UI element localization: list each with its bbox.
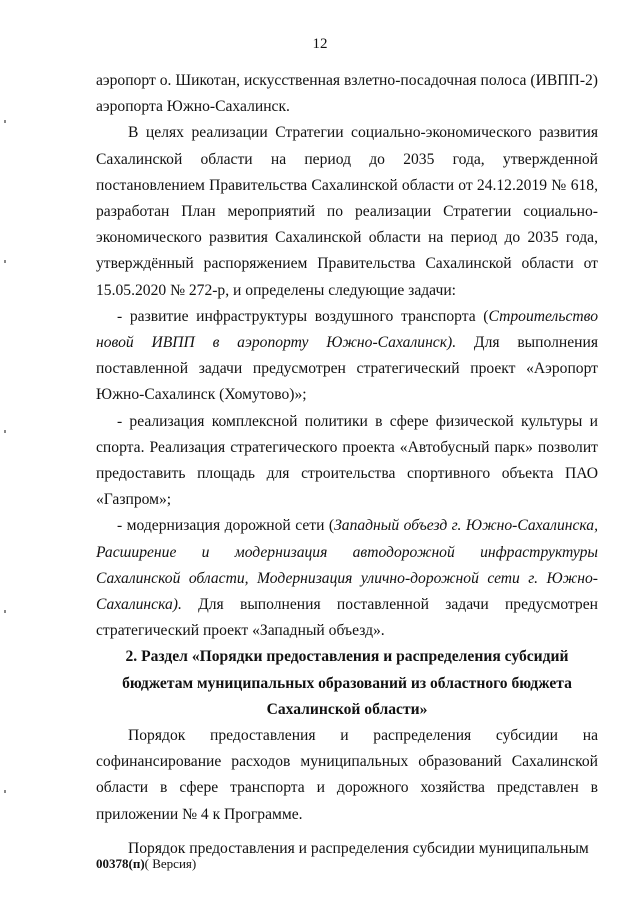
list-item-sports-policy: - реализация комплексной политики в сфере физической культуры и спорта. Реализация стратегического проекта «Автобусный парк» позволит предоставить площадь для строительства спортивного объекта ПАО «Газпром»; [96,412,598,509]
paragraph-airport-continuation: аэропорт о. Шикотан, искусственная взлетно-посадочная полоса (ИВПП-2) аэропорта Южно-Сахалинск. [96,72,598,116]
document-footer [96,856,196,872]
list-item-road-network: - модернизация дорожной сети (Западный объезд г. Южно-Сахалинска, Расширение и модернизация автодорожной инфраструктуры Сахалинской области, Модернизация улично-дорожной сети г. Южно-Сахалинска). Для выполнения поставленной задачи предусмотрен стратегический проект «Западный объезд». [96,517,598,640]
paragraph-subsidy-procedure: Порядок предоставления и распределения субсидии на софинансирование расходов муниципальных образований Сахалинской области в сфере транспорта и дорожного хозяйства представлен в приложении № 4 к Программе. [96,727,598,823]
document-version: ( Версия) [144,856,197,871]
document-code: 00378(п) [96,856,145,871]
document-body [96,68,598,862]
scan-edge-marks [4,0,6,910]
section-heading: 2. Раздел «Порядки предоставления и распределения субсидий бюджетам муниципальных образований из областного бюджета Сахалинской области» [122,648,572,718]
paragraph-strategy: В целях реализации Стратегии социально-экономического развития Сахалинской области на период до 2035 года, утвержденной постановлением Правительства Сахалинской области от 24.12.2019 № 618, разработан План мероприятий по реализации Стратегии социально-экономического развития Сахалинской области на период до 2035 года, утверждённый распоряжением Правительства Сахалинской области от 15.05.2020 № 272-р, и определены следующие задачи: [96,124,598,299]
paragraph-subsidy-municipal: Порядок предоставления и распределения субсидии муниципальным [128,839,589,857]
list-item-air-transport: - развитие инфраструктуры воздушного транспорта (Строительство новой ИВПП в аэропорту Южно-Сахалинск). Для выполнения поставленной задачи предусмотрен стратегический проект «Аэропорт Южно-Сахалинск (Хомутово)»; [96,307,599,404]
page-number: 12 [312,36,328,52]
